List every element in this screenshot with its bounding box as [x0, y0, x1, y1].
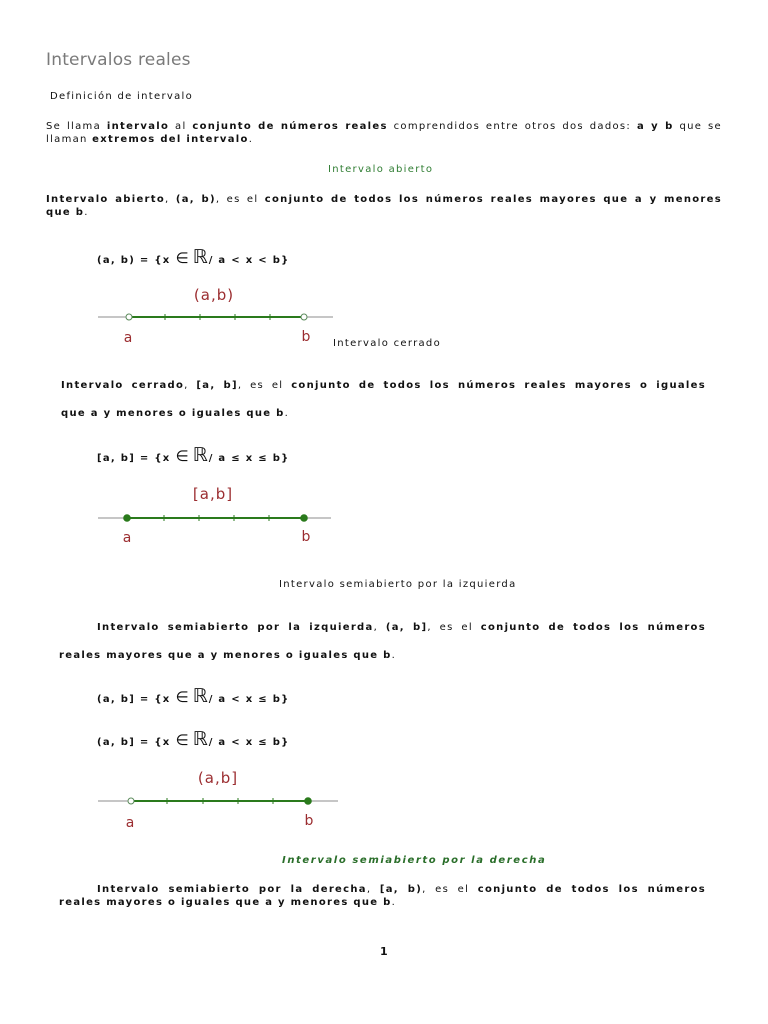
left-endpoint [128, 798, 134, 804]
text: , es el [215, 194, 265, 205]
left-half-open-formula [97, 728, 290, 754]
text: . [284, 408, 290, 419]
bold-text: conjunto de todos los números reales mayores que a y menores [264, 194, 722, 205]
formula-lhs: (a, b] = {x [97, 694, 171, 705]
bold-text: conjunto de todos los números reales mayores o iguales [291, 380, 706, 391]
right-half-open-paragraph [59, 883, 706, 909]
real-numbers-symbol: ℝ [192, 246, 208, 268]
left-endpoint [124, 515, 131, 522]
bold-text: [a, b) [379, 884, 423, 895]
real-numbers-symbol: ℝ [192, 728, 208, 750]
left-half-open-number-line [90, 762, 350, 836]
text-line [46, 133, 722, 146]
closed-interval-heading: Intervalo cerrado [333, 338, 441, 349]
bold-text: Intervalo semiabierto por la izquierda [97, 622, 374, 633]
text: comprendidos entre otros dos dados: [387, 121, 637, 132]
right-half-open-heading: Intervalo semiabierto por la derecha [282, 855, 547, 866]
bold-text: Intervalo semiabierto por la derecha [97, 884, 367, 895]
text-line [46, 206, 722, 219]
bold-text: extremos del intervalo [92, 134, 249, 145]
formula-lhs: (a, b) = {x [97, 255, 171, 266]
formula-condition: / a < x ≤ b} [208, 737, 290, 748]
text-line [59, 883, 706, 896]
left-endpoint-label: a [123, 330, 133, 346]
text: Se llama [46, 121, 107, 132]
formula-condition: / a < x ≤ b} [208, 694, 290, 705]
text: , es el [422, 884, 478, 895]
left-endpoint-label: a [125, 815, 135, 831]
right-endpoint [305, 798, 312, 805]
interval-label: [a,b] [192, 485, 234, 503]
closed-interval-number-line [90, 480, 350, 552]
right-endpoint [301, 314, 307, 320]
formula-lhs: [a, b] = {x [97, 453, 171, 464]
right-endpoint-label: b [301, 329, 311, 345]
open-interval-heading: Intervalo abierto [328, 164, 434, 175]
section-subtitle: Definición de intervalo [50, 91, 194, 102]
bold-text: conjunto de números reales [192, 121, 388, 132]
bold-text: conjunto de todos los números [477, 884, 706, 895]
text: , [165, 194, 176, 205]
page-number: 1 [380, 945, 388, 958]
right-endpoint [301, 515, 308, 522]
left-half-open-heading: Intervalo semiabierto por la izquierda [279, 579, 517, 590]
text: . [248, 134, 254, 145]
right-endpoint-label: b [304, 813, 314, 829]
element-of-symbol: ∈ [175, 731, 189, 749]
bold-text: a y b [636, 121, 674, 132]
text: al [169, 121, 193, 132]
open-interval-paragraph [46, 193, 722, 219]
page-title: Intervalos reales [46, 50, 191, 70]
interval-label: (a,b) [193, 286, 235, 304]
bold-text: conjunto de todos los números [480, 622, 706, 633]
left-half-open-formula [97, 685, 290, 711]
element-of-symbol: ∈ [175, 688, 189, 706]
bold-text: Intervalo cerrado [61, 380, 185, 391]
text: . [391, 650, 397, 661]
text: , [184, 380, 197, 391]
text-line [59, 896, 706, 909]
formula-condition: / a < x < b} [208, 255, 290, 266]
definition-paragraph [46, 120, 722, 146]
text: , es el [237, 380, 292, 391]
bold-text: (a, b] [385, 622, 428, 633]
text: . [84, 207, 89, 218]
left-endpoint-label: a [122, 530, 132, 546]
bold-text: que a y menores o iguales que b [61, 408, 285, 419]
real-numbers-symbol: ℝ [192, 444, 208, 466]
text-line [59, 614, 706, 642]
open-interval-formula [97, 246, 290, 272]
formula-condition: / a ≤ x ≤ b} [208, 453, 290, 464]
text: llaman [46, 134, 93, 145]
real-numbers-symbol: ℝ [192, 685, 208, 707]
bold-text: Intervalo abierto [46, 194, 166, 205]
text-line [46, 193, 722, 206]
left-half-open-paragraph [59, 614, 706, 670]
bold-text: reales mayores o iguales que a y menores que b [59, 897, 392, 908]
formula-lhs: (a, b] = {x [97, 737, 171, 748]
open-interval-number-line [90, 280, 350, 352]
interval-label: (a,b] [197, 769, 239, 787]
bold-text: (a, b) [175, 194, 216, 205]
bold-text: intervalo [106, 121, 170, 132]
bold-text: que b [46, 207, 85, 218]
right-endpoint-label: b [301, 529, 311, 545]
closed-interval-paragraph [61, 372, 706, 428]
left-endpoint [126, 314, 132, 320]
element-of-symbol: ∈ [175, 249, 189, 267]
text: , es el [427, 622, 481, 633]
text-line [61, 372, 706, 400]
text: , [373, 622, 386, 633]
element-of-symbol: ∈ [175, 447, 189, 465]
text-line [59, 642, 706, 670]
text: que se [673, 121, 722, 132]
bold-text: reales mayores que a y menores o iguales que b [59, 650, 392, 661]
text: , [366, 884, 380, 895]
closed-interval-formula [97, 444, 290, 470]
text: . [391, 897, 397, 908]
bold-text: [a, b] [196, 380, 238, 391]
text-line [46, 120, 722, 133]
text-line [61, 400, 706, 428]
